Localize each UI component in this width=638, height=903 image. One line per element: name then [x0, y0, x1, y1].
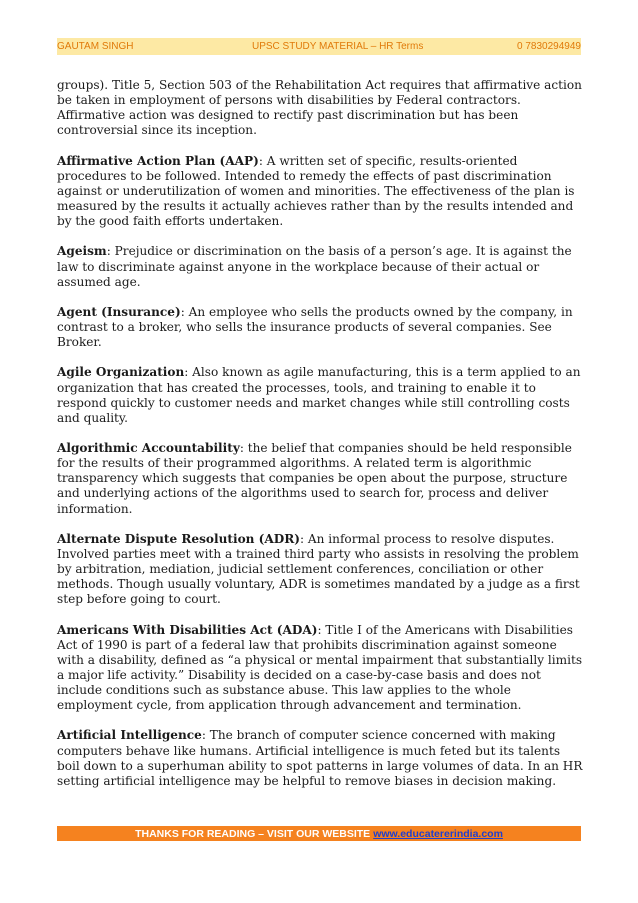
glossary-term: Algorithmic Accountability [57, 440, 240, 455]
website-link[interactable]: www.educatererindia.com [373, 827, 503, 840]
glossary-term: Affirmative Action Plan (AAP) [57, 153, 259, 168]
glossary-definition: : An employee who sells the products owned by the company, in contrast to a broker, who sells the insurance products of several companies. See Broker. [57, 304, 573, 350]
glossary-entry [57, 728, 583, 789]
glossary-term: Americans With Disabilities Act (ADA) [57, 622, 318, 637]
glossary-term: Agile Organization [57, 365, 185, 380]
glossary-entry [57, 244, 583, 289]
glossary-definition: groups). Title 5, Section 503 of the Rehabilitation Act requires that affirmative action be taken in employment of persons with disabilities by Federal contractors. Affirmative action was designed to rectify past discrimination but has been controversial since its inception. [57, 78, 582, 138]
glossary-definition: : the belief that companies should be held responsible for the results of their programmed algorithms. A related term is algorithmic transparency which suggests that companies be open about the purpose, structure and underlying actions of the algorithms used to search for, process and deliver information. [57, 440, 572, 516]
glossary-definition: : Also known as agile manufacturing, this is a term applied to an organization that has created the processes, tools, and training to enable it to respond quickly to customer needs and market changes while still controlling costs and quality. [57, 365, 581, 425]
glossary-entry [57, 78, 583, 139]
header-title: UPSC STUDY MATERIAL – HR Terms [252, 41, 424, 52]
glossary-definition: : Prejudice or discrimination on the basis of a person’s age. It is against the law to discriminate against anyone in the workplace because of their actual or assumed age. [57, 244, 572, 289]
page-header [57, 38, 581, 55]
glossary-entry [57, 623, 583, 714]
page-footer [57, 826, 581, 841]
glossary-definition: : A written set of specific, results-oriented procedures to be followed. Intended to remedy the effects of past discrimination against or underutilization of women and minorities. The effectiveness of the plan is measured by the results it actually achieves rather than by the results intended and by the good faith efforts undertaken. [57, 153, 575, 229]
glossary-entry [57, 441, 583, 517]
glossary-term: Artificial Intelligence [57, 728, 202, 743]
glossary-definition: : An informal process to resolve disputes. Involved parties meet with a trained third party who assists in resolving the problem by arbitration, mediation, judicial settlement conferences, conciliation or other methods. Though usually voluntary, ADR is sometimes mandated by a judge as a first step before going to court. [57, 531, 580, 607]
glossary-term: Ageism [57, 244, 107, 259]
glossary-term: Alternate Dispute Resolution (ADR) [57, 531, 301, 546]
glossary-body [57, 78, 583, 804]
header-author: GAUTAM SINGH [57, 41, 134, 52]
glossary-entry [57, 365, 583, 426]
footer-text: THANKS FOR READING – VISIT OUR WEBSITE [135, 827, 371, 840]
glossary-definition: : The branch of computer science concerned with making computers behave like humans. Artificial intelligence is much feted but its talents boil down to a superhuman ability to spot patterns in large volumes of data. In an HR setting artificial intelligence may be helpful to remove biases in decision making. [57, 728, 583, 788]
glossary-entry [57, 305, 583, 350]
glossary-entry [57, 154, 583, 230]
glossary-definition: : Title I of the Americans with Disabilities Act of 1990 is part of a federal law that prohibits discrimination against someone with a disability, defined as “a physical or mental impairment that substantially limits a major life activity.” Disability is decided on a case-by-case basis and does not include conditions such as substance abuse. This law applies to the whole employment cycle, from application through advancement and termination. [57, 622, 583, 713]
glossary-entry [57, 532, 583, 608]
header-phone: 0 7830294949 [517, 41, 581, 52]
glossary-term: Agent (Insurance) [57, 304, 181, 319]
